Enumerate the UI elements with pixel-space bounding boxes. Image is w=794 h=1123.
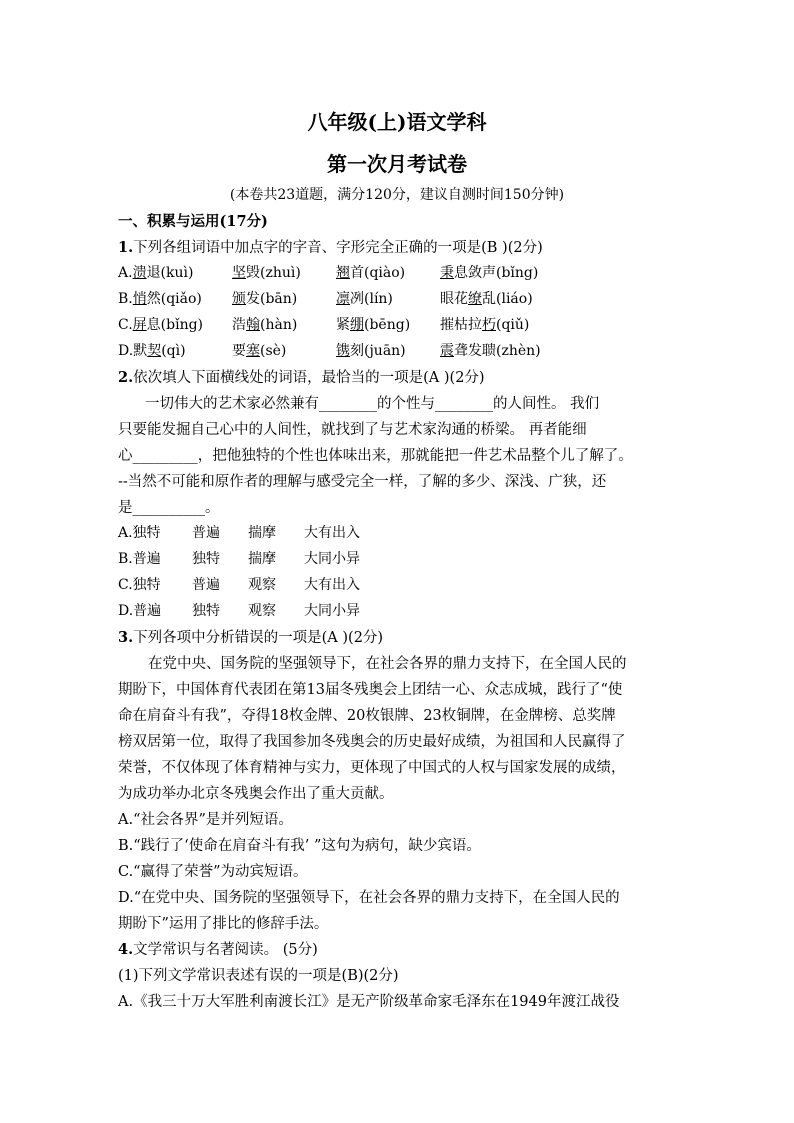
q2-option-d-3: 观察 xyxy=(248,603,276,619)
q3-passage-line-1: 在党中央、国务院的坚强领导下，在社会各界的鼎力支持下，在全国人民的 xyxy=(148,656,627,672)
q3-option-b: B.“践行了‘使命在肩奋斗有我’ ”这句为病句，缺少宾语。 xyxy=(118,838,481,854)
question-4-stem: 4.文学常识与名著阅读。 (5分) xyxy=(118,941,318,958)
q2-passage-line-1: 一切伟大的艺术家必然兼有________的个性与________的人间性。 我们 xyxy=(145,396,600,412)
q3-option-a: A.“社会各界”是并列短语。 xyxy=(118,812,293,828)
page-subtitle: 第一次月考试卷 xyxy=(327,152,467,176)
question-1-stem: 1.下列各组词语中加点字的字音、字形完全正确的一项是(B )(2分) xyxy=(118,239,543,256)
q1-option-c-word4: 摧枯拉朽(qiǔ) xyxy=(440,317,530,333)
q2-option-a: A.独特 xyxy=(118,525,161,541)
q1-option-b-word4: 眼花缭乱(liáo) xyxy=(440,291,533,307)
q2-passage-line-5: 是__________。 xyxy=(118,500,220,516)
q2-passage-line-2: 只要能发掘自己心中的人间性，就找到了与艺术家沟通的桥梁。 再者能细 xyxy=(118,422,587,438)
q2-option-d-2: 独特 xyxy=(192,603,220,619)
q4-option-a: A.《我三十万大军胜利南渡长江》是无产阶级革命家毛泽东在1949年渡江战役 xyxy=(118,994,620,1010)
q3-option-c: C.“赢得了荣誉”为动宾短语。 xyxy=(118,864,308,880)
q3-passage-line-6: 为成功举办北京冬残奥会作出了重大贡献。 xyxy=(118,786,394,802)
section-heading: 一、积累与运用(17分) xyxy=(118,213,268,230)
q3-passage-line-2: 期盼下，中国体育代表团在第13届冬残奥会上团结一心、众志成城，践行了“使 xyxy=(118,682,623,698)
q2-option-c-2: 普遍 xyxy=(192,577,220,593)
q1-option-d: D.默契(qì) xyxy=(118,343,186,359)
q1-option-d-word3: 镌刻(juān) xyxy=(336,343,406,359)
q2-passage-line-4: --当然不可能和原作者的理解与感受完全一样，了解的多少、深浅、广狭，还 xyxy=(118,474,607,490)
question-3-stem: 3.下列各项中分析错误的一项是(A )(2分) xyxy=(118,629,384,646)
q4-subquestion-1: (1)下列文学常识表述有误的一项是(B)(2分) xyxy=(118,968,399,984)
q3-option-d-line-2: 期盼下”运用了排比的修辞手法。 xyxy=(118,916,329,932)
q3-option-d-line-1: D.“在党中央、国务院的坚强领导下，在社会各界的鼎力支持下，在全国人民的 xyxy=(118,890,620,906)
q2-option-d-4: 大同小异 xyxy=(304,603,360,619)
q3-passage-line-5: 荣誉，不仅体现了体育精神与实力，更体现了中国式的人权与国家发展的成绩， xyxy=(118,760,626,776)
q1-option-a: A.溃退(kuì) xyxy=(118,265,194,281)
q2-option-c-3: 观察 xyxy=(248,577,276,593)
q1-option-b: B.悄然(qiǎo) xyxy=(118,291,202,307)
q2-option-b-4: 大同小异 xyxy=(304,551,360,567)
q2-passage-line-3: 心_________，把他独特的个性也体味出来，那就能把一件艺术品整个儿了解了。 xyxy=(118,448,633,464)
page-title: 八年级(上)语文学科 xyxy=(307,110,487,134)
question-2-stem: 2.依次填人下面横线处的词语，最恰当的一项是(A )(2分) xyxy=(118,369,485,386)
q1-option-a-word2: 坚毁(zhuì) xyxy=(232,265,301,281)
q1-option-a-word4: 秉息敛声(bǐng) xyxy=(440,265,539,281)
q2-option-b: B.普遍 xyxy=(118,551,161,567)
q2-option-a-2: 普遍 xyxy=(192,525,220,541)
q2-option-a-4: 大有出入 xyxy=(304,525,360,541)
q1-option-c: C.屏息(bǐng) xyxy=(118,317,204,333)
q2-option-b-3: 揣摩 xyxy=(248,551,276,567)
q2-option-a-3: 揣摩 xyxy=(248,525,276,541)
q1-option-c-word3: 紧绷(bēng) xyxy=(336,317,411,333)
q1-option-d-word2: 要塞(sè) xyxy=(232,343,287,359)
q2-option-c-4: 大有出入 xyxy=(304,577,360,593)
q2-option-b-2: 独特 xyxy=(192,551,220,567)
q3-passage-line-4: 榜双居第一位，取得了我国参加冬残奥会的历史最好成绩，为祖国和人民赢得了 xyxy=(118,734,626,750)
q1-option-b-word2: 颁发(bān) xyxy=(232,291,298,307)
q1-option-b-word3: 凛冽(lín) xyxy=(336,291,393,307)
q1-option-d-word4: 震聋发聩(zhèn) xyxy=(440,343,541,359)
q1-option-c-word2: 浩翰(hàn) xyxy=(232,317,298,333)
exam-note: (本卷共23道题，满分120分，建议自测时间150分钟) xyxy=(229,187,565,203)
q3-passage-line-3: 命在肩奋斗有我”，夺得18枚金牌、20枚银牌、23枚铜牌，在金牌榜、总奖牌 xyxy=(118,708,616,724)
q1-option-a-word3: 翘首(qiào) xyxy=(336,265,406,281)
q2-option-c: C.独特 xyxy=(118,577,161,593)
q2-option-d: D.普遍 xyxy=(118,603,162,619)
